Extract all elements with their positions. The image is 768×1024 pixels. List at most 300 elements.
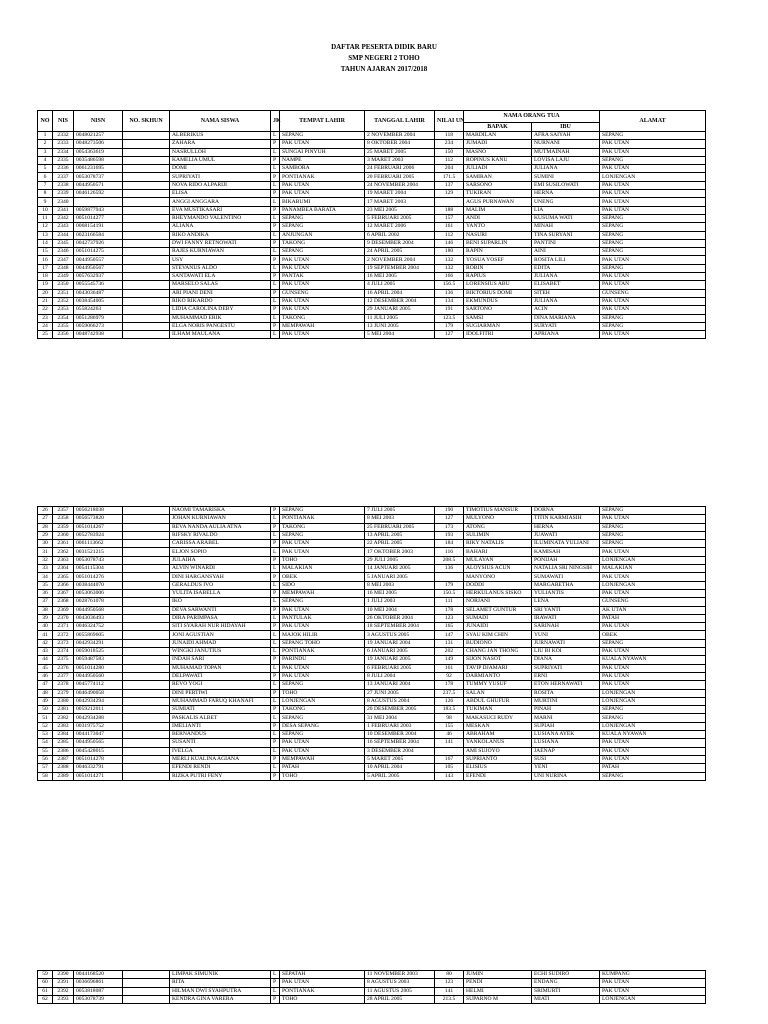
cell-tempat-lahir: PONTIANAK bbox=[280, 173, 365, 181]
doc-title: DAFTAR PESERTA DIDIK BARU bbox=[331, 43, 437, 51]
cell-nilai-un: 191 bbox=[435, 306, 464, 314]
cell-ibu: AFRA SAIYAH bbox=[532, 132, 600, 140]
cell-tanggal-lahir: 19 MARET 2004 bbox=[365, 190, 435, 198]
cell-tanggal-lahir: 6 FEBRUARI 2005 bbox=[365, 664, 435, 672]
cell-nisn: 0056573820 bbox=[74, 515, 123, 523]
cell-tempat-lahir: GUNSENG bbox=[280, 289, 365, 297]
cell-nama-siswa: PASKALIS ALBET bbox=[170, 714, 271, 722]
cell-nis: 2386 bbox=[53, 747, 74, 755]
cell-tempat-lahir: SEPANG bbox=[280, 248, 365, 256]
cell-nilai-un: 157 bbox=[435, 214, 464, 222]
cell-nisn: 0051014276 bbox=[74, 573, 123, 581]
cell-ibu: HERNA bbox=[532, 523, 600, 531]
cell-nisn: 0036696861 bbox=[74, 979, 123, 987]
cell-tanggal-lahir: 6 APRIL 2002 bbox=[365, 231, 435, 239]
cell-no-skhun bbox=[123, 306, 170, 314]
cell-tanggal-lahir: 16 MEI 2005 bbox=[365, 273, 435, 281]
cell-ibu: YUNI bbox=[532, 631, 600, 639]
cell-nis: 2336 bbox=[53, 165, 74, 173]
cell-nilai-un: 213.5 bbox=[435, 995, 464, 1003]
table-row bbox=[38, 672, 706, 680]
cell-alamat: PATAH bbox=[600, 614, 706, 622]
cell-nilai-un: 134 bbox=[435, 297, 464, 305]
cell-alamat: PAK UTAN bbox=[600, 664, 706, 672]
cell-alamat: AK UTAN bbox=[600, 606, 706, 614]
cell-nama-siswa: JULAIHA bbox=[170, 556, 271, 564]
cell-alamat: PAK UTAN bbox=[600, 140, 706, 148]
cell-no: 57 bbox=[38, 764, 53, 772]
cell-tempat-lahir: PARINDU bbox=[280, 656, 365, 664]
cell-alamat: GUNSENG bbox=[600, 598, 706, 606]
cell-ibu: SARINAH bbox=[532, 623, 600, 631]
cell-ibu: SRI YANTI bbox=[532, 606, 600, 614]
cell-tanggal-lahir: 3 AGUSTUS 2005 bbox=[365, 631, 435, 639]
cell-no: 31 bbox=[38, 548, 53, 556]
cell-alamat: PAK UTAN bbox=[600, 148, 706, 156]
cell-tanggal-lahir: 9 DESEMBER 2004 bbox=[365, 239, 435, 247]
cell-no-skhun bbox=[123, 614, 170, 622]
cell-bapak: ABRAHAM bbox=[464, 731, 532, 739]
cell-nama-siswa: DEVA SARWANTI bbox=[170, 606, 271, 614]
cell-bapak: BAHARI bbox=[464, 548, 532, 556]
cell-nama-siswa: DWI FANNY RETNOWATI bbox=[170, 239, 271, 247]
cell-no: 11 bbox=[38, 214, 53, 222]
cell-jk: L bbox=[271, 214, 280, 222]
cell-nisn: 0051014275 bbox=[74, 248, 123, 256]
cell-nama-siswa: RAJES KURNIAWAN bbox=[170, 248, 271, 256]
cell-ibu: LENA bbox=[532, 598, 600, 606]
cell-nilai-un: 184 bbox=[435, 540, 464, 548]
cell-alamat: PAK UTAN bbox=[600, 979, 706, 987]
cell-nilai-un: 111 bbox=[435, 598, 464, 606]
cell-bapak: SALAN bbox=[464, 689, 532, 697]
cell-tanggal-lahir: 29 JANUARI 2005 bbox=[365, 306, 435, 314]
cell-no: 33 bbox=[38, 565, 53, 573]
cell-nis: 2356 bbox=[53, 331, 74, 339]
cell-nis: 2361 bbox=[53, 540, 74, 548]
cell-nis: 2387 bbox=[53, 755, 74, 763]
table-row bbox=[38, 987, 706, 995]
cell-nilai-un: 178 bbox=[435, 606, 464, 614]
cell-nis: 2343 bbox=[53, 223, 74, 231]
cell-nisn: 0035486598 bbox=[74, 156, 123, 164]
cell-nilai-un: 208.5 bbox=[435, 556, 464, 564]
cell-ibu: ROSITA LILI bbox=[532, 256, 600, 264]
cell-bapak: NORJANI bbox=[464, 598, 532, 606]
table-row bbox=[38, 507, 706, 515]
cell-nisn: 0044950565 bbox=[74, 739, 123, 747]
cell-no-skhun bbox=[123, 598, 170, 606]
cell-nis: 2363 bbox=[53, 556, 74, 564]
cell-nis: 2364 bbox=[53, 565, 74, 573]
cell-nama-siswa: EFENDI RENDI bbox=[170, 764, 271, 772]
cell-ibu: LIA bbox=[532, 206, 600, 214]
cell-nilai-un: 98 bbox=[435, 714, 464, 722]
cell-nilai-un: 193 bbox=[435, 531, 464, 539]
cell-tanggal-lahir: 8 MEI 2003 bbox=[365, 581, 435, 589]
cell-no-skhun bbox=[123, 281, 170, 289]
cell-nama-siswa: RIKO RIKARDO bbox=[170, 297, 271, 305]
cell-nis: 2357 bbox=[53, 507, 74, 515]
cell-jk: L bbox=[271, 165, 280, 173]
cell-nisn: 0051014277 bbox=[74, 214, 123, 222]
school-name: SMP NEGERI 2 TOHO bbox=[348, 54, 420, 62]
table-row bbox=[38, 681, 706, 689]
student-table-part-1 bbox=[37, 110, 706, 339]
cell-nisn: 0046490058 bbox=[74, 689, 123, 697]
cell-tempat-lahir: TAKONG bbox=[280, 523, 365, 531]
cell-jk: P bbox=[271, 606, 280, 614]
table-row bbox=[38, 755, 706, 763]
cell-tanggal-lahir: 11 NOVEMBER 2003 bbox=[365, 971, 435, 979]
cell-nisn: 0044950567 bbox=[74, 264, 123, 272]
cell-tempat-lahir: ANJUNGAN bbox=[280, 231, 365, 239]
cell-jk: P bbox=[271, 306, 280, 314]
cell-no-skhun bbox=[123, 623, 170, 631]
cell-alamat: LONJENGAN bbox=[600, 556, 706, 564]
cell-nama-siswa: DOMI bbox=[170, 165, 271, 173]
header-bapak: BAPAK bbox=[464, 123, 532, 132]
cell-nama-siswa: DELPAWATI bbox=[170, 672, 271, 680]
cell-tanggal-lahir: 16 MEI 2005 bbox=[365, 589, 435, 597]
cell-ibu: KAMISAH bbox=[532, 548, 600, 556]
cell-bapak: MULYONO bbox=[464, 515, 532, 523]
cell-ibu: YULIANTIS bbox=[532, 589, 600, 597]
cell-nama-siswa: MERLI KUALINA AGIANA bbox=[170, 755, 271, 763]
cell-ibu: MURTINI bbox=[532, 697, 600, 705]
cell-jk: P bbox=[271, 772, 280, 780]
cell-jk: L bbox=[271, 281, 280, 289]
cell-jk: L bbox=[271, 681, 280, 689]
cell-nisn: 0048742938 bbox=[74, 331, 123, 339]
cell-tempat-lahir: SEPANG TOHO bbox=[280, 639, 365, 647]
cell-nama-siswa: REVO YOGI bbox=[170, 681, 271, 689]
cell-tempat-lahir: PONTIANAK bbox=[280, 987, 365, 995]
cell-ibu: ECHI SUDIRO bbox=[532, 971, 600, 979]
cell-jk: P bbox=[271, 289, 280, 297]
cell-nisn: 0038454005 bbox=[74, 297, 123, 305]
cell-bapak: ANDI bbox=[464, 214, 532, 222]
table-row bbox=[38, 598, 706, 606]
cell-nisn: 0042934288 bbox=[74, 714, 123, 722]
cell-jk: L bbox=[271, 531, 280, 539]
cell-nilai-un: 165 bbox=[435, 623, 464, 631]
cell-nilai-un: 161 bbox=[435, 223, 464, 231]
cell-no: 46 bbox=[38, 672, 53, 680]
cell-nisn: 0051014267 bbox=[74, 523, 123, 531]
cell-ibu: LUSIANA bbox=[532, 739, 600, 747]
cell-jk: P bbox=[271, 656, 280, 664]
cell-no: 18 bbox=[38, 273, 53, 281]
cell-ibu: YENI bbox=[532, 764, 600, 772]
cell-nilai-un: 123 bbox=[435, 614, 464, 622]
cell-nilai-un: 137 bbox=[435, 181, 464, 189]
cell-nilai-un: 237.5 bbox=[435, 689, 464, 697]
cell-bapak: NASURI bbox=[464, 231, 532, 239]
cell-bapak: TUMMY YUSUF bbox=[464, 681, 532, 689]
cell-no: 22 bbox=[38, 306, 53, 314]
cell-nilai-un: 46 bbox=[435, 731, 464, 739]
cell-no-skhun bbox=[123, 987, 170, 995]
cell-nama-siswa: JUNAIDI AHMAD bbox=[170, 639, 271, 647]
cell-alamat: PAK UTAN bbox=[600, 739, 706, 747]
cell-tempat-lahir: TOHO bbox=[280, 556, 365, 564]
cell-tanggal-lahir: 13 JANUARI 2004 bbox=[365, 681, 435, 689]
cell-no: 37 bbox=[38, 598, 53, 606]
cell-nama-siswa: RITA bbox=[170, 979, 271, 987]
cell-nis: 2362 bbox=[53, 548, 74, 556]
cell-tanggal-lahir: 14 JANUARI 2005 bbox=[365, 565, 435, 573]
cell-ibu: TITIN KARMIASIH bbox=[532, 515, 600, 523]
cell-ibu: MARGARETHA bbox=[532, 581, 600, 589]
student-table-part-2 bbox=[37, 506, 706, 781]
cell-nis: 2345 bbox=[53, 239, 74, 247]
cell-nilai-un bbox=[435, 747, 464, 755]
cell-nilai-un: 173 bbox=[435, 523, 464, 531]
cell-jk: P bbox=[271, 273, 280, 281]
cell-no-skhun bbox=[123, 181, 170, 189]
cell-no: 19 bbox=[38, 281, 53, 289]
cell-no-skhun bbox=[123, 589, 170, 597]
table-row bbox=[38, 181, 706, 189]
cell-ibu: MINAH bbox=[532, 223, 600, 231]
cell-tempat-lahir: PAK UTAN bbox=[280, 672, 365, 680]
cell-ibu: ETON HERNAWATI bbox=[532, 681, 600, 689]
cell-jk: L bbox=[271, 581, 280, 589]
cell-no-skhun bbox=[123, 190, 170, 198]
cell-tempat-lahir: SEPANG bbox=[280, 507, 365, 515]
cell-nisn: 0059877943 bbox=[74, 206, 123, 214]
cell-no-skhun bbox=[123, 132, 170, 140]
cell-alamat: GUNSENG bbox=[600, 289, 706, 297]
cell-nis: 2351 bbox=[53, 289, 74, 297]
cell-nis: 2335 bbox=[53, 156, 74, 164]
cell-bapak: BENI SUPARLIN bbox=[464, 239, 532, 247]
cell-nis: 2342 bbox=[53, 214, 74, 222]
cell-jk: P bbox=[271, 556, 280, 564]
cell-tempat-lahir: PAK UTAN bbox=[280, 264, 365, 272]
cell-no: 6 bbox=[38, 173, 53, 181]
cell-tempat-lahir: TAKONG bbox=[280, 314, 365, 322]
table-row bbox=[38, 140, 706, 148]
cell-no-skhun bbox=[123, 531, 170, 539]
cell-jk: P bbox=[271, 623, 280, 631]
cell-nilai-un: 136 bbox=[435, 565, 464, 573]
cell-nama-siswa: IVELGA bbox=[170, 747, 271, 755]
cell-no: 53 bbox=[38, 731, 53, 739]
cell-tempat-lahir: SEPANG bbox=[280, 223, 365, 231]
cell-tanggal-lahir: 24 NOVEMBER 2004 bbox=[365, 181, 435, 189]
cell-ibu: SUPRIYATI bbox=[532, 664, 600, 672]
cell-nisn: 0031975752 bbox=[74, 722, 123, 730]
cell-nama-siswa: NAOMI TAMARISKA bbox=[170, 507, 271, 515]
cell-nilai-un: 150.5 bbox=[435, 589, 464, 597]
cell-nisn: 0053078743 bbox=[74, 556, 123, 564]
cell-tempat-lahir: TAKONG bbox=[280, 706, 365, 714]
cell-tempat-lahir: SIDO bbox=[280, 581, 365, 589]
cell-nis: 2369 bbox=[53, 606, 74, 614]
cell-nis: 2353 bbox=[53, 306, 74, 314]
cell-nama-siswa: RIFSKY RIVALDO bbox=[170, 531, 271, 539]
cell-alamat: LONJENGAN bbox=[600, 173, 706, 181]
cell-alamat: SEPANG bbox=[600, 156, 706, 164]
cell-nama-siswa: DINI PERTIWI bbox=[170, 689, 271, 697]
cell-jk: L bbox=[271, 648, 280, 656]
cell-tempat-lahir: PANTULAK bbox=[280, 614, 365, 622]
table-row bbox=[38, 239, 706, 247]
cell-bapak: HELMI bbox=[464, 987, 532, 995]
cell-no: 24 bbox=[38, 322, 53, 330]
cell-bapak: SUPARNO M bbox=[464, 995, 532, 1003]
cell-nisn: 0059212011 bbox=[74, 706, 123, 714]
cell-no-skhun bbox=[123, 664, 170, 672]
cell-nama-siswa: ILHAM MAULANA bbox=[170, 331, 271, 339]
cell-tanggal-lahir: 20 FEBRUARI 2005 bbox=[365, 173, 435, 181]
cell-bapak: SARSONO bbox=[464, 181, 532, 189]
table-row bbox=[38, 689, 706, 697]
cell-nama-siswa: REVA NANDA AULIA ATNA bbox=[170, 523, 271, 531]
cell-nilai-un: 167 bbox=[435, 755, 464, 763]
table-row bbox=[38, 739, 706, 747]
cell-alamat: PAK UTAN bbox=[600, 515, 706, 523]
cell-bapak: SYAU KIM CHIN bbox=[464, 631, 532, 639]
cell-alamat: PAK UTAN bbox=[600, 589, 706, 597]
cell-tanggal-lahir: 19 SEPTEMBER 2004 bbox=[365, 264, 435, 272]
cell-bapak: AMI SUJOYO bbox=[464, 747, 532, 755]
cell-bapak: SULIMIN bbox=[464, 531, 532, 539]
cell-tanggal-lahir: 26 OKTOBER 2004 bbox=[365, 614, 435, 622]
table-row bbox=[38, 132, 706, 140]
table-row bbox=[38, 971, 706, 979]
cell-bapak: YANKOLANUS bbox=[464, 739, 532, 747]
cell-ibu: DINA MARIANA bbox=[532, 314, 600, 322]
cell-tanggal-lahir: 10 DESEMBER 2004 bbox=[365, 731, 435, 739]
cell-jk: L bbox=[271, 639, 280, 647]
cell-no: 40 bbox=[38, 623, 53, 631]
table-row bbox=[38, 631, 706, 639]
cell-alamat: PAK UTAN bbox=[600, 273, 706, 281]
cell-nisn: 0056218038 bbox=[74, 507, 123, 515]
cell-alamat: PAK UTAN bbox=[600, 747, 706, 755]
cell-bapak: SAMSI bbox=[464, 314, 532, 322]
cell-tempat-lahir: SEPANG bbox=[280, 214, 365, 222]
cell-tanggal-lahir: 5 FEBRUARI 2005 bbox=[365, 214, 435, 222]
cell-no-skhun bbox=[123, 273, 170, 281]
cell-nis: 2376 bbox=[53, 664, 74, 672]
cell-nisn: 0046126592 bbox=[74, 190, 123, 198]
cell-nilai-un: 123 bbox=[435, 979, 464, 987]
cell-nisn: 0028761078 bbox=[74, 598, 123, 606]
cell-nilai-un: 150 bbox=[435, 148, 464, 156]
cell-tempat-lahir: TOHO bbox=[280, 772, 365, 780]
cell-no: 8 bbox=[38, 190, 53, 198]
cell-alamat: SEPANG bbox=[600, 314, 706, 322]
cell-alamat: SEPANG bbox=[600, 264, 706, 272]
cell-alamat: PAK UTAN bbox=[600, 755, 706, 763]
cell-tempat-lahir: PAK UTAN bbox=[280, 281, 365, 289]
cell-tanggal-lahir: 25 FEBRUARI 2005 bbox=[365, 523, 435, 531]
table-row bbox=[38, 322, 706, 330]
cell-no: 36 bbox=[38, 589, 53, 597]
table-row bbox=[38, 623, 706, 631]
cell-tempat-lahir: BIKABUMI bbox=[280, 198, 365, 206]
cell-nisn: 055824263 bbox=[74, 306, 123, 314]
cell-alamat: SEPANG bbox=[600, 132, 706, 140]
cell-nilai-un: 183.5 bbox=[435, 706, 464, 714]
cell-tanggal-lahir: 29 JULI 2005 bbox=[365, 556, 435, 564]
cell-nis: 2334 bbox=[53, 148, 74, 156]
cell-alamat: PAK UTAN bbox=[600, 306, 706, 314]
cell-tempat-lahir: MALAKIAN bbox=[280, 565, 365, 573]
header-nis: NIS bbox=[53, 111, 74, 132]
cell-nis: 2354 bbox=[53, 314, 74, 322]
cell-no: 1 bbox=[38, 132, 53, 140]
cell-no-skhun bbox=[123, 556, 170, 564]
cell-no-skhun bbox=[123, 297, 170, 305]
cell-nilai-un: 118 bbox=[435, 132, 464, 140]
cell-jk: L bbox=[271, 331, 280, 339]
cell-ibu: NURNANI bbox=[532, 140, 600, 148]
cell-ibu: JUAWATI bbox=[532, 531, 600, 539]
header-no-skhun: NO. SKHUN bbox=[123, 111, 170, 132]
cell-tempat-lahir: NAMPE bbox=[280, 156, 365, 164]
cell-nis: 2379 bbox=[53, 689, 74, 697]
cell-nisn: 0055545736 bbox=[74, 281, 123, 289]
cell-nilai-un: 92 bbox=[435, 672, 464, 680]
cell-jk: L bbox=[271, 598, 280, 606]
cell-no: 27 bbox=[38, 515, 53, 523]
cell-alamat: PAK UTAN bbox=[600, 281, 706, 289]
cell-alamat: SEPANG bbox=[600, 214, 706, 222]
cell-nama-siswa: EVA MUSTIKASARI bbox=[170, 206, 271, 214]
table-row bbox=[38, 248, 706, 256]
cell-tempat-lahir: SEPANG bbox=[280, 681, 365, 689]
table-row bbox=[38, 714, 706, 722]
cell-nama-siswa: SUPRIYATI bbox=[170, 173, 271, 181]
cell-nisn: 0051014278 bbox=[74, 755, 123, 763]
cell-bapak: RIKY NATALIS bbox=[464, 540, 532, 548]
cell-nilai-un: 127 bbox=[435, 331, 464, 339]
cell-tanggal-lahir: 22 APRIL 2005 bbox=[365, 540, 435, 548]
cell-no: 7 bbox=[38, 181, 53, 189]
cell-ibu: SRIMURTI bbox=[532, 987, 600, 995]
cell-bapak: AGUS PURNAWAN bbox=[464, 198, 532, 206]
cell-nama-siswa: ANGGI ANGGARA bbox=[170, 198, 271, 206]
cell-nilai-un: 112 bbox=[435, 231, 464, 239]
table-row bbox=[38, 540, 706, 548]
table-row bbox=[38, 772, 706, 780]
cell-nisn: 0061113662 bbox=[74, 540, 123, 548]
cell-no: 4 bbox=[38, 156, 53, 164]
cell-ibu: AINI bbox=[532, 248, 600, 256]
cell-nilai-un: 123.5 bbox=[435, 314, 464, 322]
cell-alamat: SEPANG bbox=[600, 248, 706, 256]
cell-nama-siswa: NOVA RIDO ALPARIJI bbox=[170, 181, 271, 189]
cell-nis: 2355 bbox=[53, 322, 74, 330]
cell-nis: 2348 bbox=[53, 264, 74, 272]
cell-bapak: EFENDI bbox=[464, 772, 532, 780]
cell-alamat: SEPANG bbox=[600, 706, 706, 714]
cell-nama-siswa: NASRULLOH bbox=[170, 148, 271, 156]
cell-jk: L bbox=[271, 264, 280, 272]
cell-jk: P bbox=[271, 190, 280, 198]
cell-no: 10 bbox=[38, 206, 53, 214]
cell-tempat-lahir: OBEK bbox=[280, 573, 365, 581]
cell-bapak: ELISIUS bbox=[464, 764, 532, 772]
cell-no: 12 bbox=[38, 223, 53, 231]
cell-nama-siswa: SUSANTI bbox=[170, 739, 271, 747]
cell-tanggal-lahir: 5 JANUARI 2005 bbox=[365, 573, 435, 581]
